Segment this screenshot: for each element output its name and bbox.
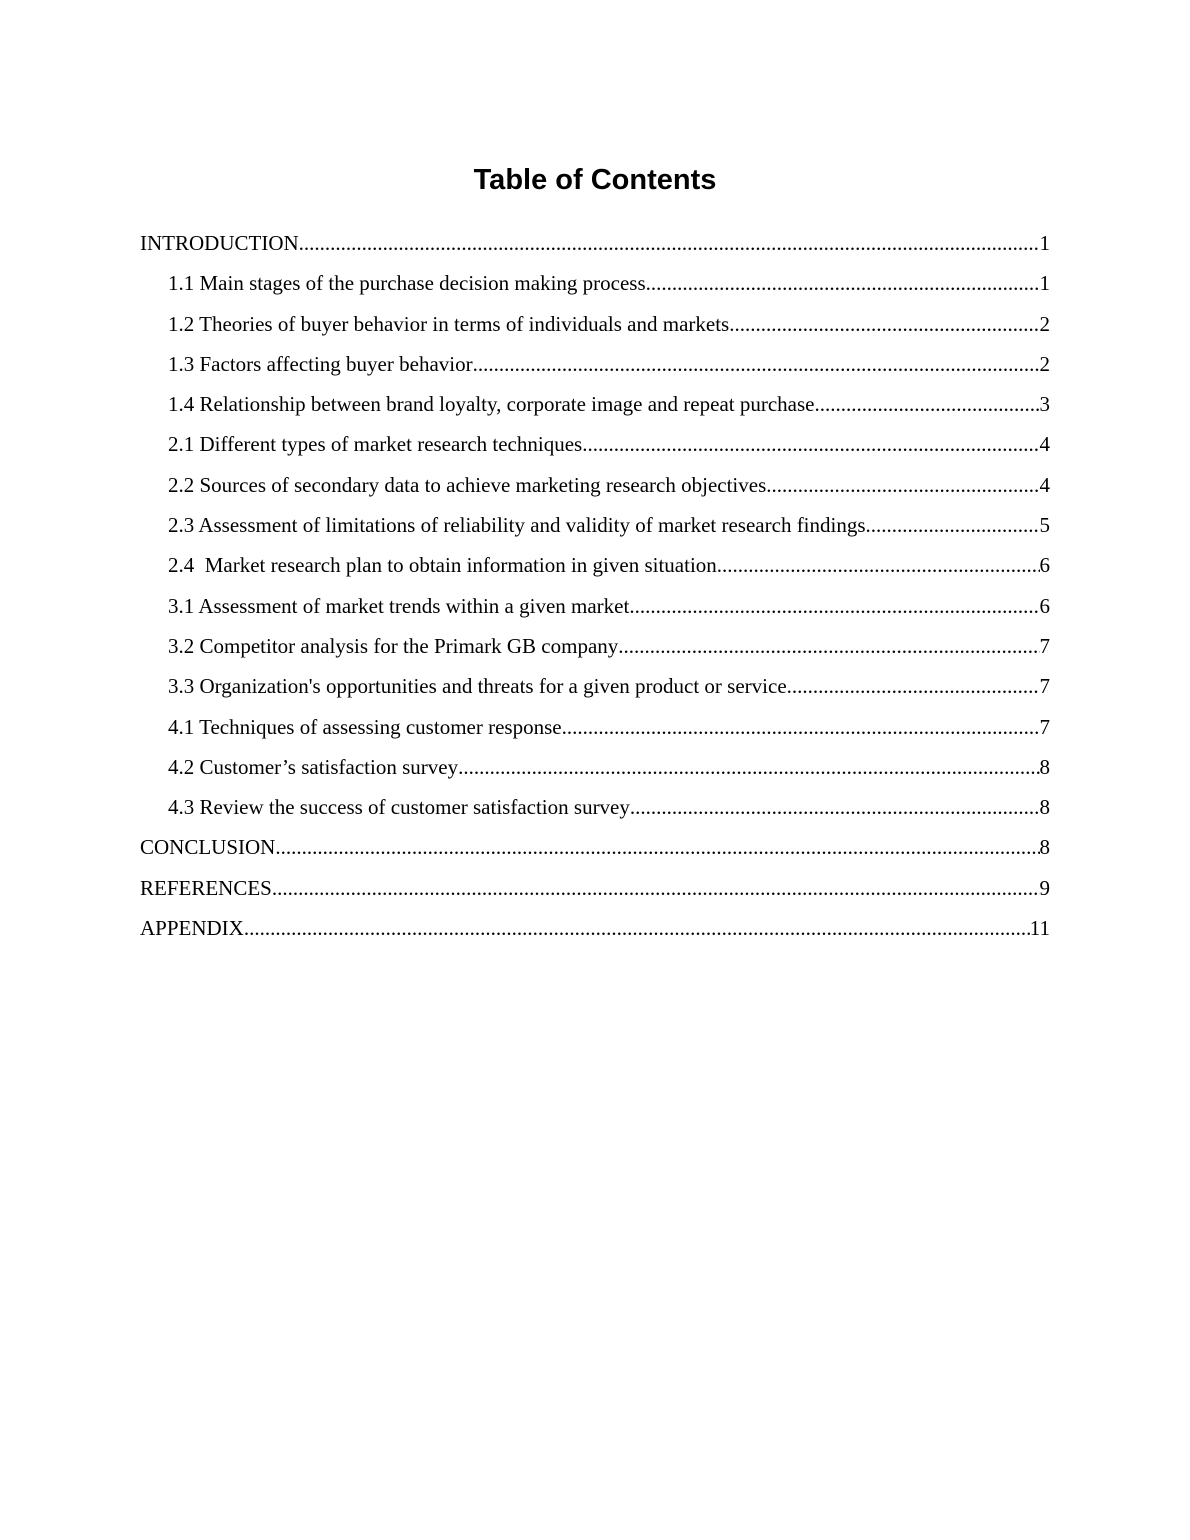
toc-page-number: 8 <box>1039 835 1050 860</box>
toc-entry-title: 1.4 Relationship between brand loyalty, corporate image and repeat purchase <box>168 392 815 417</box>
toc-dot-leader <box>275 832 1039 862</box>
toc-page-number: 8 <box>1039 795 1050 820</box>
toc-entry-title: CONCLUSION <box>140 835 276 860</box>
toc-page-number: 5 <box>1039 513 1050 538</box>
toc-page-number: 1 <box>1039 231 1050 255</box>
toc-dot-leader <box>299 228 1040 258</box>
toc-entry-title: 1.1 Main stages of the purchase decision making process <box>168 271 646 296</box>
toc-page-number: 7 <box>1039 714 1050 739</box>
toc-dot-leader <box>787 671 1040 701</box>
toc-entry[interactable] <box>140 832 1050 872</box>
toc-page-number: 11 <box>1029 916 1050 941</box>
toc-entry-title: INTRODUCTION <box>140 231 299 255</box>
table-of-contents <box>140 228 1050 953</box>
toc-dot-leader <box>629 591 1039 621</box>
toc-page-number: 4 <box>1039 472 1050 497</box>
toc-dot-leader <box>717 550 1040 580</box>
toc-entry-title: 4.2 Customer’s satisfaction survey <box>168 754 459 779</box>
toc-entry[interactable] <box>140 349 1050 389</box>
toc-page-number: 9 <box>1039 875 1050 900</box>
toc-entry-title: 3.2 Competitor analysis for the Primark GB company <box>168 633 619 658</box>
toc-dot-leader <box>646 268 1040 298</box>
toc-dot-leader <box>618 631 1039 661</box>
toc-page-number: 6 <box>1039 593 1050 618</box>
toc-page-number: 4 <box>1039 432 1050 457</box>
toc-entry-title: 2.1 Different types of market research techniques <box>168 432 583 457</box>
toc-entry[interactable] <box>140 268 1050 308</box>
toc-entry-title: 1.2 Theories of buyer behavior in terms of individuals and markets <box>168 311 730 336</box>
toc-page-number: 7 <box>1039 633 1050 658</box>
toc-dot-leader <box>244 913 1030 943</box>
toc-entry-title: 4.3 Review the success of customer satisfaction survey <box>168 795 630 820</box>
toc-entry-title: 3.1 Assessment of market trends within a given market <box>168 593 630 618</box>
toc-page-number: 3 <box>1039 392 1050 417</box>
toc-dot-leader <box>814 389 1039 419</box>
toc-entry[interactable] <box>140 671 1050 711</box>
toc-entry[interactable] <box>140 712 1050 752</box>
toc-page-number: 2 <box>1039 351 1050 376</box>
toc-dot-leader <box>766 470 1039 500</box>
toc-entry[interactable] <box>140 309 1050 349</box>
page-title: Table of Contents <box>473 164 717 196</box>
toc-entry-title: 2.4 Market research plan to obtain information in given situation <box>168 553 717 578</box>
toc-dot-leader <box>630 792 1040 822</box>
toc-page-number: 7 <box>1039 674 1050 699</box>
toc-entry[interactable] <box>140 873 1050 913</box>
toc-entry-title: REFERENCES <box>140 875 272 900</box>
toc-dot-leader <box>473 349 1040 379</box>
toc-page-number: 6 <box>1039 553 1050 578</box>
toc-page-number: 8 <box>1039 754 1050 779</box>
toc-entry[interactable] <box>140 510 1050 550</box>
toc-entry[interactable] <box>140 470 1050 510</box>
toc-entry-title: 2.2 Sources of secondary data to achieve marketing research objectives <box>168 472 767 497</box>
toc-entry-title: 1.3 Factors affecting buyer behavior <box>168 351 473 376</box>
toc-entry[interactable] <box>140 913 1050 953</box>
toc-entry[interactable] <box>140 228 1050 268</box>
toc-dot-leader <box>729 309 1039 339</box>
toc-entry-title: APPENDIX <box>140 916 244 941</box>
toc-dot-leader <box>582 429 1039 459</box>
toc-entry[interactable] <box>140 591 1050 631</box>
toc-dot-leader <box>562 712 1040 742</box>
toc-entry-title: 3.3 Organization's opportunities and threats for a given product or service <box>168 674 787 699</box>
toc-page-number: 1 <box>1039 271 1050 296</box>
toc-entry[interactable] <box>140 752 1050 792</box>
toc-entry[interactable] <box>140 631 1050 671</box>
toc-dot-leader <box>866 510 1040 540</box>
toc-dot-leader <box>458 752 1039 782</box>
toc-entry[interactable] <box>140 429 1050 469</box>
toc-entry[interactable] <box>140 792 1050 832</box>
toc-entry-title: 2.3 Assessment of limitations of reliability and validity of market research findings <box>168 513 866 538</box>
toc-entry[interactable] <box>140 389 1050 429</box>
toc-page-number: 2 <box>1039 311 1050 336</box>
toc-entry[interactable] <box>140 550 1050 590</box>
toc-entry-title: 4.1 Techniques of assessing customer response <box>168 714 562 739</box>
toc-dot-leader <box>272 873 1040 903</box>
